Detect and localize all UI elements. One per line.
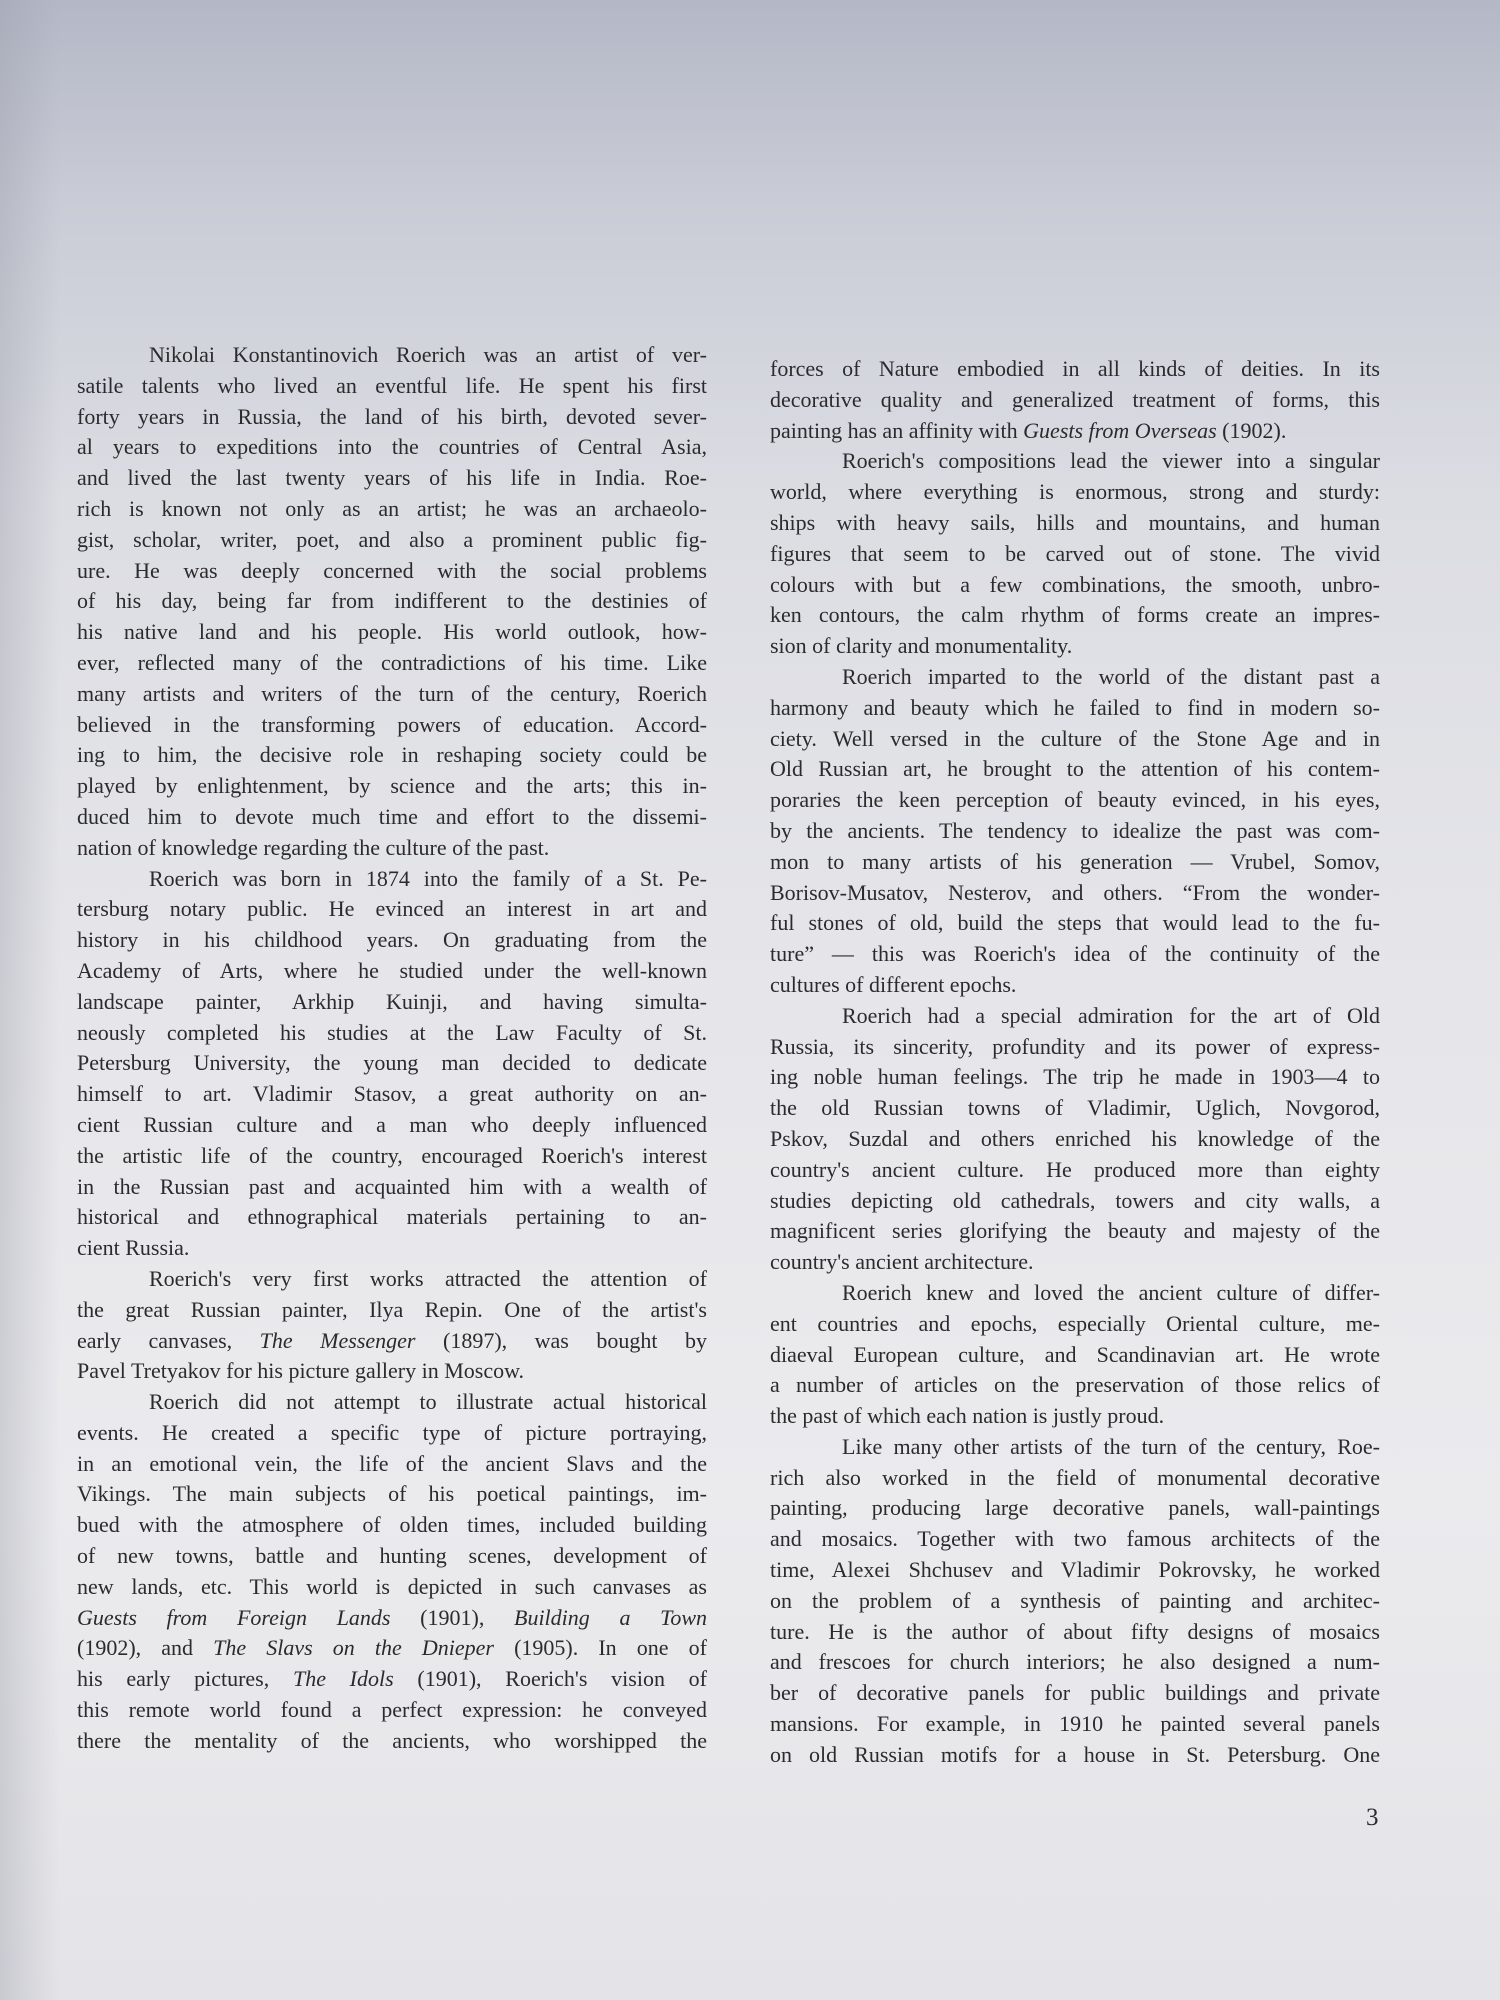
text-line: the past of which each nation is justly proud. bbox=[770, 1403, 1165, 1429]
text-line: figures that seem to be carved out of stone. The vivid bbox=[770, 540, 1380, 566]
text-line: the old Russian towns of Vladimir, Uglich, Novgorod, bbox=[770, 1095, 1380, 1121]
text-line: Like many other artists of the turn of the century, Roe- bbox=[842, 1433, 1380, 1459]
text-segment: (1905). In one of bbox=[493, 1635, 707, 1661]
text-line: forty years in Russia, the land of his birth, devoted sever- bbox=[77, 403, 707, 429]
text-line: history in his childhood years. On graduating from the bbox=[77, 927, 707, 953]
text-line: painting, producing large decorative panels, wall-paintings bbox=[770, 1495, 1380, 1521]
text-line: rich is known not only as an artist; he was an archaeolo- bbox=[77, 495, 707, 521]
text-segment: (1902). bbox=[1216, 417, 1287, 443]
text-line: the great Russian painter, Ilya Repin. One of the artist's bbox=[77, 1296, 707, 1322]
text-line: Nikolai Konstantinovich Roerich was an artist of ver- bbox=[149, 342, 707, 367]
text-line: tersburg notary public. He evinced an interest in art and bbox=[77, 896, 707, 922]
text-line: harmony and beauty which he failed to find in modern so- bbox=[770, 694, 1380, 720]
text-line: poraries the keen perception of beauty evinced, in his eyes, bbox=[770, 787, 1380, 813]
text-line: Roerich knew and loved the ancient culture of differ- bbox=[842, 1279, 1380, 1305]
text-line: cultures of different epochs. bbox=[770, 971, 1017, 997]
text-line: satile talents who lived an eventful life. He spent his first bbox=[77, 372, 707, 398]
text-line: Roerich had a special admiration for the art of Old bbox=[842, 1002, 1380, 1028]
text-line: ber of decorative panels for public buildings and private bbox=[770, 1680, 1380, 1706]
text-line: Roerich did not attempt to illustrate actual historical bbox=[149, 1389, 707, 1415]
text-line: in the Russian past and acquainted him with a wealth of bbox=[77, 1173, 707, 1199]
text-line: cient Russia. bbox=[77, 1235, 190, 1261]
text-line: nation of knowledge regarding the culture of the past. bbox=[77, 834, 550, 860]
text-line: al years to expeditions into the countries of Central Asia, bbox=[77, 434, 707, 460]
paragraph bbox=[77, 864, 707, 1264]
text-line: and frescoes for church interiors; he also designed a num- bbox=[770, 1649, 1380, 1675]
right-text-column bbox=[770, 354, 1380, 1771]
text-line: himself to art. Vladimir Stasov, a great authority on an- bbox=[77, 1081, 707, 1107]
text-line: Roerich's very first works attracted the attention of bbox=[149, 1265, 707, 1291]
text-line: ful stones of old, build the steps that would lead to the fu- bbox=[770, 910, 1380, 936]
text-line: sion of clarity and monumentality. bbox=[770, 633, 1073, 659]
text-segment: painting has an affinity with bbox=[770, 417, 1024, 443]
text-line: ships with heavy sails, hills and mountains, and human bbox=[770, 509, 1380, 535]
text-line: ciety. Well versed in the culture of the Stone Age and in bbox=[770, 725, 1380, 751]
paragraph bbox=[77, 340, 707, 864]
paragraph bbox=[770, 354, 1380, 446]
text-line: Pskov, Suzdal and others enriched his knowledge of the bbox=[770, 1125, 1380, 1151]
text-line: ure. He was deeply concerned with the social problems bbox=[77, 557, 707, 583]
text-segment: early canvases, bbox=[77, 1327, 260, 1353]
text-line: Russia, its sincerity, profundity and its power of express- bbox=[770, 1033, 1380, 1059]
paragraph bbox=[77, 1387, 707, 1757]
text-line: Academy of Arts, where he studied under the well-known bbox=[77, 957, 707, 983]
paragraph bbox=[770, 1278, 1380, 1432]
left-text-column bbox=[77, 340, 707, 1757]
text-line: Petersburg University, the young man decided to dedicate bbox=[77, 1050, 707, 1076]
artwork-title: Guests from Overseas bbox=[1023, 417, 1217, 443]
text-line: ing noble human feelings. The trip he made in 1903—4 to bbox=[770, 1064, 1380, 1090]
artwork-title: The Messenger bbox=[259, 1327, 416, 1353]
text-line: forces of Nature embodied in all kinds of deities. In its bbox=[770, 356, 1380, 381]
text-line: diaeval European culture, and Scandinavian art. He wrote bbox=[770, 1341, 1380, 1367]
artwork-title: The Slavs on the Dnieper bbox=[213, 1635, 494, 1661]
text-segment: (1902), and bbox=[77, 1635, 214, 1661]
text-line: Roerich imparted to the world of the distant past a bbox=[842, 663, 1380, 689]
text-line: colours with but a few combinations, the smooth, unbro- bbox=[770, 571, 1380, 597]
text-line: duced him to devote much time and effort to the dissemi- bbox=[77, 803, 707, 829]
text-line bbox=[77, 1603, 707, 1634]
text-line: and mosaics. Together with two famous architects of the bbox=[770, 1526, 1380, 1552]
text-line: ing to him, the decisive role in reshaping society could be bbox=[77, 742, 707, 768]
page-number: 3 bbox=[1366, 1804, 1379, 1831]
text-line: ture. He is the author of about fifty designs of mosaics bbox=[770, 1618, 1380, 1644]
paragraph bbox=[770, 446, 1380, 662]
page-shadow bbox=[0, 0, 60, 2000]
text-line: ken contours, the calm rhythm of forms create an impres- bbox=[770, 602, 1380, 628]
text-line: and lived the last twenty years of his life in India. Roe- bbox=[77, 465, 707, 491]
text-line: world, where everything is enormous, strong and sturdy: bbox=[770, 479, 1380, 505]
text-line: of new towns, battle and hunting scenes, development of bbox=[77, 1543, 707, 1569]
text-line: cient Russian culture and a man who deeply influenced bbox=[77, 1111, 707, 1137]
text-line: Pavel Tretyakov for his picture gallery in Moscow. bbox=[77, 1358, 525, 1384]
text-line: Roerich's compositions lead the viewer into a singular bbox=[842, 448, 1380, 474]
text-line bbox=[77, 1633, 707, 1664]
artwork-title: The Idols bbox=[292, 1666, 394, 1692]
text-line: in an emotional vein, the life of the ancient Slavs and the bbox=[77, 1450, 707, 1476]
text-line: rich also worked in the field of monumental decorative bbox=[770, 1464, 1380, 1490]
text-line: landscape painter, Arkhip Kuinji, and having simulta- bbox=[77, 988, 707, 1014]
text-line: ever, reflected many of the contradictions of his time. Like bbox=[77, 649, 707, 675]
text-line: of his day, being far from indifferent to the destinies of bbox=[77, 588, 707, 614]
paragraph bbox=[770, 662, 1380, 1001]
text-line: ent countries and epochs, especially Oriental culture, me- bbox=[770, 1310, 1380, 1336]
text-line: Vikings. The main subjects of his poetical paintings, im- bbox=[77, 1481, 707, 1507]
paragraph bbox=[770, 1001, 1380, 1278]
text-line: there the mentality of the ancients, who worshipped the bbox=[77, 1727, 707, 1753]
text-line: country's ancient architecture. bbox=[770, 1249, 1034, 1275]
text-line: studies depicting old cathedrals, towers and city walls, a bbox=[770, 1187, 1380, 1213]
text-line bbox=[770, 416, 1380, 447]
text-segment: (1901), bbox=[390, 1604, 514, 1630]
paragraph bbox=[77, 1264, 707, 1387]
text-line: gist, scholar, writer, poet, and also a prominent public fig- bbox=[77, 526, 707, 552]
text-line: mon to many artists of his generation — Vrubel, Somov, bbox=[770, 848, 1380, 874]
text-segment: (1901), Roerich's vision of bbox=[393, 1666, 708, 1692]
text-line bbox=[77, 1664, 707, 1695]
text-line: a number of articles on the preservation of those relics of bbox=[770, 1372, 1380, 1398]
text-line: his native land and his people. His world outlook, how- bbox=[77, 619, 707, 645]
text-line: believed in the transforming powers of education. Accord- bbox=[77, 711, 707, 737]
artwork-title: Building a Town bbox=[514, 1604, 707, 1630]
text-line: time, Alexei Shchusev and Vladimir Pokrovsky, he worked bbox=[770, 1557, 1380, 1583]
text-line bbox=[77, 1326, 707, 1357]
text-segment: (1897), was bought by bbox=[415, 1327, 707, 1353]
text-line: by the ancients. The tendency to idealize the past was com- bbox=[770, 817, 1380, 843]
text-line: played by enlightenment, by science and the arts; this in- bbox=[77, 773, 707, 799]
text-line: ture” — this was Roerich's idea of the continuity of the bbox=[770, 941, 1380, 967]
text-line: many artists and writers of the turn of the century, Roerich bbox=[77, 680, 707, 706]
text-line: Roerich was born in 1874 into the family of a St. Pe- bbox=[149, 865, 707, 891]
text-line: on old Russian motifs for a house in St. Petersburg. One bbox=[770, 1741, 1380, 1767]
text-line: historical and ethnographical materials pertaining to an- bbox=[77, 1204, 707, 1230]
artwork-title: Guests from Foreign Lands bbox=[77, 1604, 391, 1630]
text-line: events. He created a specific type of picture portraying, bbox=[77, 1419, 707, 1445]
text-line: decorative quality and generalized treatment of forms, this bbox=[770, 386, 1380, 412]
text-line: new lands, etc. This world is depicted in such canvases as bbox=[77, 1573, 707, 1599]
text-line: bued with the atmosphere of olden times, included building bbox=[77, 1512, 707, 1538]
text-line: country's ancient culture. He produced more than eighty bbox=[770, 1156, 1380, 1182]
text-line: this remote world found a perfect expression: he conveyed bbox=[77, 1697, 707, 1723]
text-line: magnificent series glorifying the beauty and majesty of the bbox=[770, 1218, 1380, 1244]
text-line: Old Russian art, he brought to the attention of his contem- bbox=[770, 756, 1380, 782]
paragraph bbox=[770, 1432, 1380, 1771]
text-line: Borisov-Musatov, Nesterov, and others. “From the wonder- bbox=[770, 879, 1380, 905]
text-line: mansions. For example, in 1910 he painted several panels bbox=[770, 1711, 1380, 1737]
text-line: the artistic life of the country, encouraged Roerich's interest bbox=[77, 1142, 707, 1168]
text-line: neously completed his studies at the Law Faculty of St. bbox=[77, 1019, 707, 1045]
text-line: on the problem of a synthesis of painting and architec- bbox=[770, 1587, 1380, 1613]
text-segment: his early pictures, bbox=[77, 1666, 293, 1692]
